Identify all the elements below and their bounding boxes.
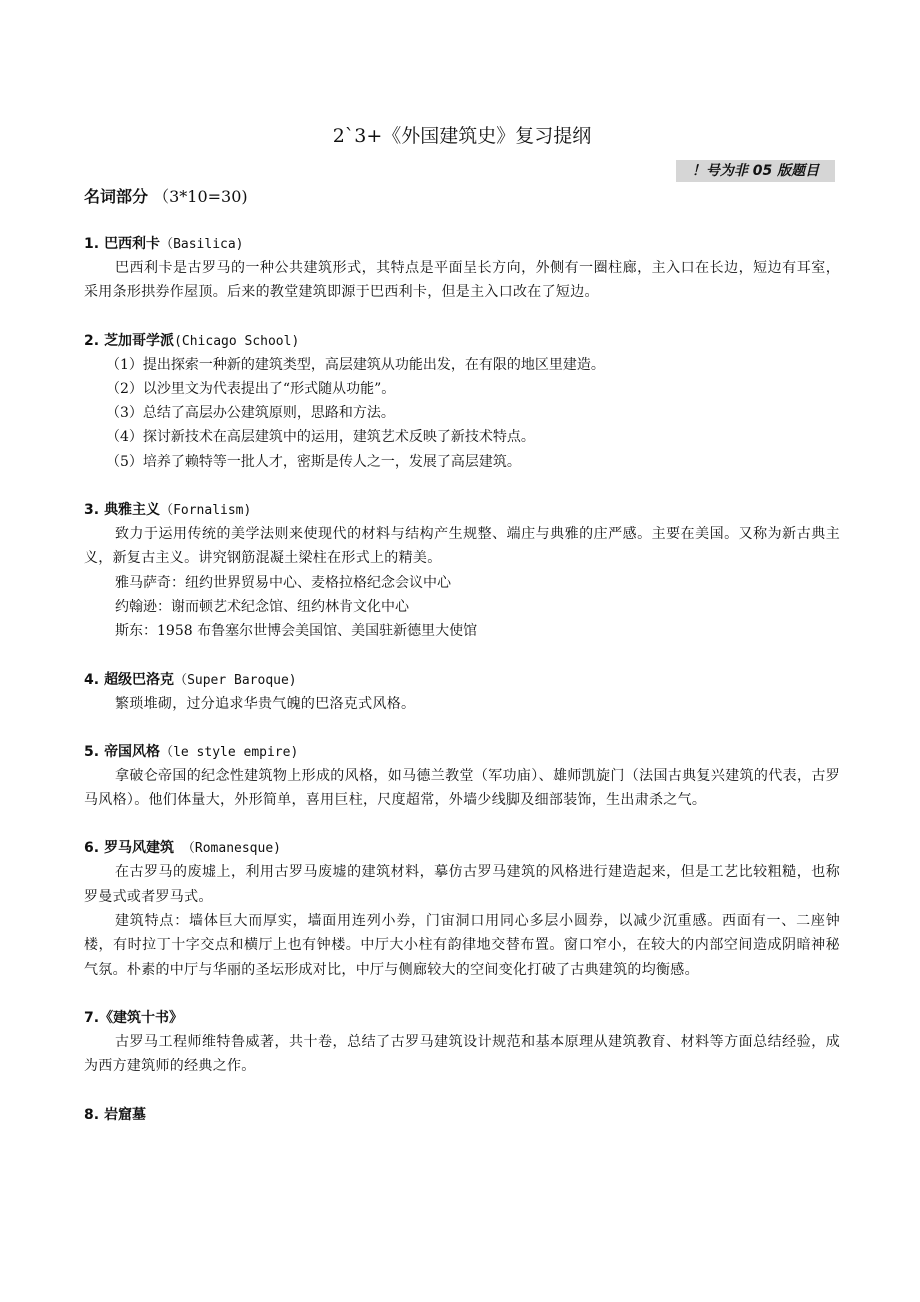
entry-number: 2. — [84, 332, 100, 349]
entry-list-item: 雅马萨奇：纽约世界贸易中心、麦格拉格纪念会议中心 — [115, 574, 451, 591]
entry — [84, 836, 840, 981]
entry-heading — [84, 740, 840, 764]
entry — [84, 232, 840, 305]
entry-number: 3. — [84, 502, 100, 519]
entry-heading — [84, 329, 840, 353]
entry-list-item: 约翰逊：谢而顿艺术纪念馆、纽约林肯文化中心 — [115, 598, 409, 615]
entry-heading — [84, 1103, 840, 1127]
entry-term: 帝国风格 — [104, 743, 161, 760]
entry-list-item: 斯东：1958 布鲁塞尔世博会美国馆、美国驻新德里大使馆 — [115, 623, 478, 640]
entry-heading — [84, 836, 840, 860]
entry-term: 巴西利卡 — [104, 236, 161, 252]
entry-number: 1. — [84, 236, 100, 252]
entry-heading — [84, 668, 840, 692]
entry-english-term: （Super Baroque) — [174, 672, 297, 688]
section-heading — [84, 184, 248, 210]
entry-list-item: （5）培养了赖特等一批人才，密斯是传人之一，发展了高层建筑。 — [106, 453, 521, 470]
entry-number: 6. — [84, 840, 100, 857]
entry-english-term: （Fornalism) — [160, 503, 252, 519]
entry-heading — [84, 232, 840, 256]
entry-paragraph: 繁琐堆砌，过分追求华贵气魄的巴洛克式风格。 — [115, 695, 416, 712]
entry-list-item: （3）总结了高层办公建筑原则，思路和方法。 — [106, 405, 395, 422]
entry-paragraph: 古罗马工程师维特鲁威著，共十卷，总结了古罗马建筑设计规范和基本原理从建筑教育、材料等方面总结经验，成为西方建筑师的经典之作。 — [84, 1033, 840, 1075]
entry-number: 7. — [84, 1009, 100, 1026]
document-title: 2`3+《外国建筑史》复习提纲 — [332, 125, 592, 147]
entry-number: 5. — [84, 743, 100, 760]
entry-term: 《建筑十书》 — [99, 1009, 184, 1026]
entry-list-item: （2）以沙里文为代表提出了“形式随从功能”。 — [106, 380, 396, 397]
section-score: （3*10=30) — [153, 187, 248, 206]
entry-number: 8. — [84, 1106, 100, 1123]
entry-term: 岩窟墓 — [104, 1106, 147, 1123]
entry-english-term: （Romanesque) — [174, 841, 281, 857]
entry — [84, 329, 840, 474]
entry-number: 4. — [84, 671, 100, 688]
entry-term: 罗马风建筑 — [104, 840, 175, 857]
entry-term: 典雅主义 — [104, 502, 161, 519]
entry — [84, 1103, 840, 1127]
entry-english-term: （le style empire) — [160, 744, 299, 760]
entry-heading — [84, 498, 840, 522]
entry-heading — [84, 1006, 840, 1030]
entry-list — [84, 232, 840, 1151]
entry — [84, 740, 840, 813]
entry-list-item: （4）探讨新技术在高层建筑中的运用，建筑艺术反映了新技术特点。 — [106, 429, 535, 446]
entry-paragraph: 致力于运用传统的美学法则来使现代的材料与结构产生规整、端庄与典雅的庄严感。主要在美国。又称为新古典主义，新复古主义。讲究钢筋混凝土梁柱在形式上的精美。 — [84, 526, 840, 567]
entry — [84, 498, 840, 643]
section-title: 名词部分 — [84, 187, 149, 206]
entry-paragraph: 巴西利卡是古罗马的一种公共建筑形式，其特点是平面呈长方向，外侧有一圈柱廊，主入口在长边，短边有耳室，采用条形拱券作屋顶。后来的教堂建筑即源于巴西利卡，但是主入口改在了短边。 — [84, 260, 840, 301]
entry-paragraph: 建筑特点：墙体巨大而厚实，墙面用连列小券，门宙洞口用同心多层小圆券，以减少沉重感。西面有一、二座钟楼，有时拉丁十字交点和横厅上也有钟楼。中厅大小柱有韵律地交替布置。窗口窄小，在较大的内部空间造成阴暗神秘气氛。朴素的中厅与华丽的圣坛形成对比，中厅与侧廊较大的空间变化打破了古典建筑的均衡感。 — [84, 913, 840, 978]
entry-list-item: （1）提出探索一种新的建筑类型，高层建筑从功能出发，在有限的地区里建造。 — [106, 356, 605, 373]
entry-term: 芝加哥学派 — [104, 332, 175, 349]
entry — [84, 668, 840, 716]
entry — [84, 1006, 840, 1079]
entry-paragraph: 拿破仑帝国的纪念性建筑物上形成的风格，如马德兰教堂（军功庙）、雄师凯旋门（法国古典复兴建筑的代表，古罗马风格）。他们体量大，外形简单，喜用巨柱，尺度超常，外墙少线脚及细部装饰，生出肃杀之气。 — [84, 767, 840, 809]
entry-english-term: (Chicago School) — [174, 333, 300, 349]
entry-paragraph: 在古罗马的废墟上，利用古罗马废墟的建筑材料，摹仿古罗马建筑的风格进行建造起来，但是工艺比较粗糙，也称罗曼式或者罗马式。 — [84, 864, 840, 905]
note-badge: ！号为非 05 版题目 — [676, 160, 835, 182]
entry-english-term: （Basilica) — [160, 237, 244, 252]
entry-term: 超级巴洛克 — [104, 671, 175, 688]
